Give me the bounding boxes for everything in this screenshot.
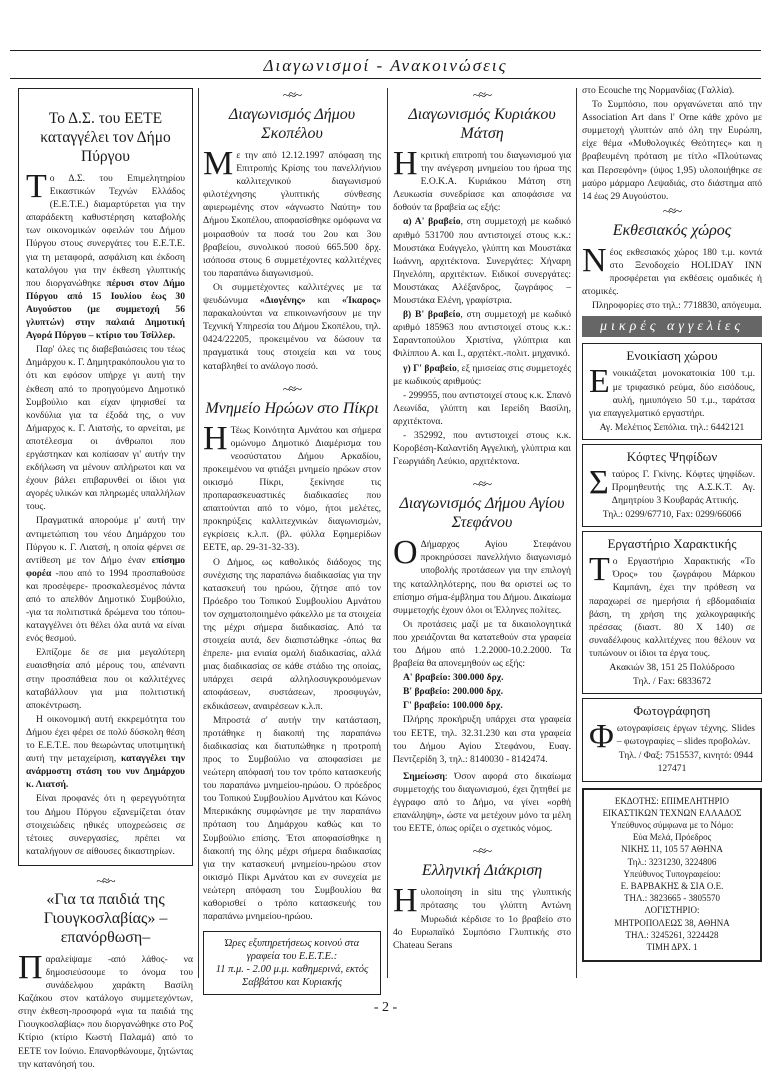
imprint-line: ΝΙΚΗΣ 11, 105 57 ΑΘΗΝΑ: [621, 844, 723, 855]
imprint-line: Υπεύθυνος σύμφωνα με το Νόμο:: [610, 819, 734, 830]
office-hours-box: [203, 931, 381, 995]
article-text: Πλήρης προκήρυξη υπάρχει στα γραφεία του ΕΕΤΕ, τηλ. 32.31.230 και στα γραφεία του Δήμου Αγίου Στεφάνου, Ευαγ. Πεντζερίδη 3, τηλ.: 8140030 - 8142474.: [393, 714, 571, 765]
ad-title: Ενοικίαση χώρου: [626, 348, 718, 364]
imprint-line: ΕΚΔΟΤΗΣ: ΕΠΙΜΕΛΗΤΗΡΙΟ: [614, 795, 730, 806]
imprint-line: ΜΗΤΡΟΠΟΛΕΩΣ 38, ΑΘΗΝΑ: [614, 917, 730, 928]
article-text: - 299955, που αντιστοιχεί στους κ.κ. Σπανό Λεωνίδα, γλύπτη και Ιερείδη Βασίλη, αρχιτέκτονα.: [393, 389, 571, 427]
article-text: Οι προτάσεις μαζί με τα δικαιολογητικά που χρειάζονται θα κατατεθούν στα γραφεία του Δήμου από 1.2.2000-10.2.2000. Τα βραβεία θα απονεμηθούν ως εξής:: [393, 618, 571, 670]
ornament-icon: ~≈~: [472, 87, 492, 102]
article-text: , στη συμμετοχή με κωδικό αριθμό 185963 που αντιστοιχεί στους κ.κ.: Σαραντοπούλου Χριστίνα, γλύπτρια και Φιλίππου Α. και Ι., αρχιτέκτ.-πολιτ. μηχανικό.: [393, 309, 571, 360]
drop-cap: Η: [393, 882, 418, 920]
drop-cap: Η: [203, 419, 228, 457]
article-text: και: [305, 295, 343, 307]
ad-title: Κόφτες Ψηφίδων: [626, 448, 718, 464]
article-text: Πληροφορίες στο τηλ.: 7718830, απόγευμα.: [592, 300, 762, 312]
article-text: παρακαλούνται να επικοινωνήσουν με την Τεχνική Υπηρεσία του Δήμου Σκοπέλου, τηλ. 0424/22205, προκειμένου να δώσουν τα πραγματικά τους στοιχεία και να τους καταβληθεί το ανάλογο ποσό.: [203, 308, 381, 372]
article-text: Ελπίζομε δε σε μια μεγαλύτερη ευαισθησία από μέρους του, απέναντι στην προσπάθεια που οι καλλιτέχνες καταβάλλουν για μια πολιτιστική αποκέντρωση.: [26, 647, 185, 711]
article-text: Το Συμπόσιο, που οργανώνεται από την Association Art dans l' Orne κάθε χρόνο με συμμετοχή γλυπτών από όλη την Ευρώπη, είχε θέμα «Μυθολογικές Θεότητες» και η βραβευμένη πρόταση με τίτλο «Πλούτωνας και Περσεφόνη» (ύψος 1,95) υλοποιήθηκε σε μαύρο μάρμαρο Λεψαδιάς, στο διάστημα από 14 έως 29 Αυγούστου.: [582, 99, 762, 202]
article-text: έος εκθεσιακός χώρος 180 τ.μ. κοντά στο Ξενοδοχείο HOLIDAY INN προσφέρεται για εκθέσεις ομαδικές ή ατομικές.: [582, 246, 762, 298]
article-title: Μνημείο Ηρώων στο Πίκρι: [205, 399, 379, 417]
note-label: Σημείωση: [403, 770, 445, 782]
article-text-bold: πέρυσι στον Δήμο Πύργου από 15 Ιουλίου έως 30 Αυγούστου (με συμμετοχή 56 γλυπτών) στην παλαιά Δημοτική Αγορά Πύργου – κτίριο του Τσίλλερ.: [26, 277, 185, 342]
ornament-icon: ~≈~: [662, 202, 682, 218]
article-text: Οι συμμετέχοντες καλλιτέχνες με τα ψευδώνυμα: [203, 281, 381, 307]
office-hours-value: 11 π.μ. - 2.00 μ.μ. καθημερινά, εκτός Σαββάτου και Κυριακής: [215, 964, 369, 989]
article-text: , εξ ημισείας στις συμμετοχές με κωδικούς αριθμούς:: [393, 362, 572, 387]
article-title: Το Δ.Σ. του ΕΕΤΕ καταγγέλει τον Δήμο Πύργου: [40, 110, 171, 165]
imprint-line: Τηλ.: 3231230, 3224806: [627, 856, 717, 867]
article-text: Τέως Κοινότητα Αμνάτου και σήμερα ομώνυμο Δημοτικό Διαμέρισμα του νεοσύστατου Δήμου Αρκαδίου, προκειμένου να φτιάξει μνημείο ηρώων στον οικισμό Πίκρι, ξεκίνησε τις προπαρασκευαστικές διαδικασίες που απαιτούνται από το νόμο, ήτοι μελέτες, προκηρύξεις καλλιτεχνικών διαγωνισμών, εγκρίσεις κ.λ.π. (βλ. φύλλα Εφημερίδων ΕΕΤΕ, αρ. 29-31-32-33).: [203, 424, 381, 554]
imprint-line: ΤΗΛ.: 3245261, 3224428: [625, 929, 719, 940]
imprint-line: ΤΙΜΗ ΔΡΧ. 1: [646, 942, 698, 952]
classifieds-banner: μικρές αγγελίες: [582, 316, 762, 337]
drop-cap: Τ: [26, 168, 47, 205]
imprint-line: Υπεύθυνος Τυπογραφείου:: [623, 868, 721, 879]
column-divider: [576, 88, 577, 978]
prize-line: Γ' βραβείο: 100.000 δρχ.: [403, 700, 503, 712]
ad-contact: Αγ. Μελέτιος Σεπόλια. τηλ.: 6442121: [599, 421, 745, 433]
drop-cap: Μ: [203, 145, 234, 182]
drop-cap: Φ: [589, 718, 614, 756]
drop-cap: Π: [18, 948, 43, 986]
imprint-line: ΕΙΚΑΣΤΙΚΩΝ ΤΕΧΝΩΝ ΕΛΛΑΔΟΣ: [602, 807, 742, 818]
article-text: Παρ' όλες τις διαβεβαιώσεις του τέως Δημάρχου κ. Γ. Δημητρακόπουλου για το ότι και εφόσον υπήρχε γι αυτή την έκθεση από το προηγούμενο Δημοτικό Συμβούλιο και είχαν ψηφισθεί τα κονδύλια για τα έξοδά της, ο νυν Δήμαρχος κ. Γ. Λιατσής, το αρνείται, με αποτέλεσμα οι άνθρωποι που εργάστηκαν και κοπίασαν γι' αυτήν την εκδήλωση να μένουν απλήρωτοι και να έχουν βάλει επιβαρυνθεί οι ίδιοι για αγορές υλικών και πληρωμές υπαλλήλων τους.: [26, 344, 185, 513]
article-text: κριτική επιτροπή του διαγωνισμού για την ανέγερση μνημείου του ήρωα της Ε.Ο.Κ.Α. Κυριάκου Μάτση στη Λευκωσία συνεδρίασε και αποφάσισε να δοθούν τα βραβεία ως εξής:: [393, 150, 571, 214]
ornament-icon: ~≈~: [472, 476, 492, 492]
classified-ad: [582, 343, 762, 439]
article-text-bold: «Ίκαρος»: [342, 295, 381, 307]
article-text: ο Δ.Σ. του Επιμελητηρίου Εικαστικών Τεχνών Ελλάδος (Ε.Ε.Τ.Ε.) διαμαρτύρεται για την απαράδεκτη καθυστέρηση καταβολής των οικονομικών οφειλών του Δήμου Πύργου στους συνεργάτες του Ε.Ε.Τ.Ε. για τη μεταφορά, ασφάλιση και έκδοση καταλόγου για την έκθεση γλυπτικής που διοργανώθηκε: [26, 173, 185, 289]
classified-ad: [582, 531, 762, 694]
article-text-bold: καταγγέλει την ανάρμοστη στάση του νυν Δημάρχου κ. Λιατσή.: [26, 753, 185, 791]
page-number: - 2 -: [373, 1000, 398, 1015]
prize-line: Α' βραβείο: 300.000 δρχ.: [403, 672, 504, 684]
ad-text: ο Εργαστήριο Χαρακτικής «Το Όρος» του ζωγράφου Μάρκου Καμπάνη, έχει την πρόθεση να παραχωρεί σε ημερήσια ή εβδομαδιαία βάση, τη χρήση της χαλκογραφικής πρέσσας (διαστ. 80 Χ 140) σε συναδέλφους καλλιτέχνες που θέλουν να τυπώνουν οι ίδιοι τα έργα τους.: [589, 556, 755, 659]
ornament-icon: ~≈~: [472, 843, 492, 859]
ornament-icon: ~≈~: [282, 87, 302, 102]
drop-cap: Ο: [393, 534, 418, 572]
article-text-bold: α) Α' βραβείο: [403, 216, 461, 228]
ad-address: Ακακιών 38, 151 25 Πολύδροσο: [609, 662, 735, 673]
classified-ad: [582, 698, 762, 781]
article-text: Είναι προφανές ότι η φερεγγυότητα του Δήμου Πύργου εξανεμίζεται όταν στοιχειώδεις ηθικές υποχρεώσεις σε τέτοιες συνεργασίες, πρέπει να καταλήγουν σε αίθουσες δικαστηρίων.: [26, 793, 185, 857]
article-title: Διαγωνισμός Δήμου Σκοπέλου: [228, 106, 356, 142]
article-text: Ο Δήμος, ως καθολικός διάδοχος της συνέχισης της παραπάνω διαδικασίας για την κατασκευή του ηρώου, ζήτησε από τον Πρόεδρο του Τοπικού Συμβουλίου Αμνάτου τον σχηματοποιημένο φάκελλο με τα στοιχεία της μέχρι σήμερα διαδικασίας. Από τα στοιχεία αυτά, δεν διαπιστώθηκε -όπως θα έπρεπε- μια ενιαία ομαλή διαδικασίας, αλλά μιας διαδικασίας σε κάθε στάδιο της οποίας, υπάρχει σειρά αλληλοσυγκρουόμενων αποφάσεων, συστάσεων, προσφυγών, εκδικάσεων, αναιρέσεων κ.λ.π.: [203, 556, 381, 712]
ornament-icon: ~≈~: [96, 872, 115, 888]
article-title: «Για τα παιδιά της Γιουγκοσλαβίας» –επανόρθωση–: [43, 890, 168, 946]
article-text: , στη συμμετοχή με κωδικό αριθμό 531700 που αντιστοιχεί στους κ.κ.: Μουστάκα Ευάγγελο, γλύπτη και Μουστάκα Ιωάννη, αρχιτέκτονα. Συνεργάτες: Χήναρη Πηνελόπη, αρχιτέκτων. Ειδικοί συνεργάτες: Μουστάκας Αλέξανδρος, ζωγράφος – Μουστάκα Ελένη, γραφίστρια.: [393, 216, 571, 307]
column-4: [582, 84, 762, 962]
ad-text: ωτογραφίσεις έργων τέχνης. Slides – φωτογραφίες – slides προβολών.: [616, 723, 755, 748]
article-text: Πραγματικά απορούμε μ' αυτή την αντιμετώπιση του νέου Δημάρχου του Πύργου κ. Γ. Λιατσή, η οποία φέρνει σε αντίθεση με τον Δήμο έναν: [26, 515, 185, 566]
article-title: Εκθεσιακός χώρος: [612, 221, 732, 239]
article-text-bold: γ) Γ' βραβείο: [403, 362, 457, 374]
imprint-line: ΛΟΓΙΣΤΗΡΙΟ:: [644, 905, 700, 916]
ad-text: νοικιάζεται μονοκατοικία 100 τ.μ. με τριφασικό ρεύμα, δύο εισόδους, αυλή, ημιυπόγειο 50 τ.μ., ταράτσα για επαγγελματικό εργαστήρι.: [589, 368, 755, 419]
article-text-bold: επίσημο φορέα: [26, 554, 185, 579]
ad-text: ταύρος Γ. Γκίνης. Κόφτες ψηφίδων. Προμηθευτής της Α.Σ.Κ.Τ. Αγ. Δημητρίου 3 Κουβαράς Αττικής.: [611, 468, 755, 507]
ad-contact: Τηλ.: 0299/67710, Fax: 0299/66066: [602, 509, 742, 521]
article-text: στο Ecouche της Νορμανδίας (Γαλλία).: [582, 85, 735, 96]
article-text: Δήμαρχος Αγίου Στεφάνου προκηρύσσει πανελλήνιο διαγωνισμό υποβολής προτάσεων για την επιλογή της καταλληλότερης, που θα οριστεί ως το επίσημο σήμα-έμβλημα του Δήμου. Δικαίωμα συμμετοχής έχουν όλοι οι Έλληνες πολίτες.: [393, 539, 571, 616]
article-text: ε την από 12.12.1997 απόφαση της Επιτροπής Κρίσης του πανελλήνιου καλλιτεχνικού διαγωνισμού φιλοτέχνησης γλυπτικής σύνθεσης αφιερωμένης στον «άγνωστο Ναύτη» του Δήμου Σκοπέλου, αποφασίσθηκε ομόφωνα να μοιρασθούν τα ποσά του 2ου και 3ου βραβείου, συνολικού ποσού 665.500 δρχ. ισόποσα στους 6 συμμετέχοντες καλλιτέχνες του παραπάνω διαγωνισμού.: [203, 150, 381, 279]
article-title: Ελληνική Διάκριση: [421, 862, 543, 880]
ornament-icon: ~≈~: [282, 380, 302, 396]
article-text: αραλείψαμε -από λάθος- να δημοσιεύσουμε το όνομα του συνάδελφου χαράκτη Βασίλη Καζάκου στον κατάλογο συμμετεχόντων, στην έκθεση-προσφορά «για τα παιδιά της Γιουγκοσλαβίας» που διοργανώθηκε στο Ροζ Κτίριο (κτίριο Κωστή Παλαμά) από το ΕΕΤΕ τον Ιούνιο. Επανορθώνουμε, ζητώντας την κατανόησή του.: [18, 953, 193, 1070]
drop-cap: Τ: [589, 551, 610, 589]
page-header-title: Διαγωνισμοί - Ανακοινώσεις: [263, 56, 508, 75]
column-2: [203, 88, 381, 995]
ad-title: Εργαστήριο Χαρακτικής: [607, 536, 737, 552]
publisher-imprint: [582, 788, 762, 963]
drop-cap: Ε: [589, 363, 610, 401]
imprint-line: ΤΗΛ.: 3823665 - 3805570: [623, 893, 721, 904]
ad-title: Φωτογράφηση: [633, 703, 711, 719]
drop-cap: Η: [393, 145, 418, 182]
article-text-bold: «Διογένης»: [259, 295, 306, 307]
article-text: : Όσον αφορά στο δικαίωμα συμμετοχής του διαγωνισμού, έχει ζητηθεί με έγγραφο από το Δήμο, να γίνει «ορθή επανάληψη», ώστε να μετέχουν μόνο τα μέλη του ΕΕΤΕ, όπως ορίζει ο σχετικός νόμος.: [393, 770, 571, 835]
imprint-line: Εύα Μελά, Πρόεδρος: [632, 832, 712, 843]
article-title: Διαγωνισμός Κυριάκου Μάτση: [408, 106, 556, 142]
article-text: - 352992, που αντιστοιχεί στους κ.κ. Κοροβέση-Καλαντίδη Αγγελική, γλύπτρια και Γεωργιάδη Λεύκιο, αρχιτέκτονα.: [393, 429, 571, 468]
article-text: Η οικονομική αυτή εκκρεμότητα του Δήμου έχει φέρει σε πολύ δύσκολη θέση το Ε.Ε.Τ.Ε. που θεωρώντας υποτιμητική αυτή την μεταχείριση,: [26, 713, 185, 765]
column-divider: [198, 88, 199, 978]
column-3: [393, 88, 571, 953]
prize-line: Β' βραβείο: 200.000 δρχ.: [403, 686, 504, 698]
header-rule-top: [10, 50, 761, 51]
classified-ad: [582, 444, 762, 527]
office-hours-label: Ώρες εξυπηρετήσεως κοινού στα γραφεία του Ε.Ε.Τ.Ε.:: [224, 938, 360, 963]
header-rule-bottom: [10, 78, 761, 79]
drop-cap: Ν: [582, 241, 607, 279]
article-text-bold: β) Β' βραβείο: [403, 309, 461, 321]
column-1: [18, 88, 193, 1072]
article-text: υλοποίηση in situ της γλυπτικής πρότασης του γλύπτη Αντώνη Μυρωδιά κέρδισε το 1ο βραβείο στο 4ο Ευρωπαϊκό Συμπόσιο Γλυπτικής στο Chateau Serans: [393, 887, 571, 951]
ad-contact: Τηλ. / Φαξ: 7515537, κινητό: 0944 127471: [618, 750, 754, 775]
article-text: -που από το 1994 προσπαθούσε και προσέφερε- προσκαλεσμένος πάντα από το απελθόν Δημοτικό Συμβούλιο, -για τα πολιτιστικά δρώμενα του τόπου- καταγγέλνει ότι θέλει όλα αυτά να είναι ενός θεσμού.: [26, 567, 185, 645]
ad-contact: Τηλ. / Fax: 6833672: [632, 676, 712, 688]
column-divider: [387, 88, 388, 978]
drop-cap: Σ: [589, 463, 609, 501]
imprint-line: Ε. ΒΑΡΒΑΚΗΣ & ΣΙΑ Ο.Ε.: [620, 880, 724, 891]
article-text: Μπροστά σ' αυτήν την κατάσταση, προτάθηκε η διακοπή της παραπάνω διαδικασίας και διατυπώθηκε η προτροπή προς το Συμβούλιο να αποφασίσει με νεώτερη απόφασή του τον τρόπο κατασκευής του παραπάνω μνημείου-ηρώου. Ο πρόεδρος του Τοπικού Συμβουλίου Αμνάτου και Κώνος Μπερικάκης συμφώνησε με την παραπάνω πρόταση του Δημάρχου καθώς και το Συμβούλιο επίσης. Έτσι αποφασίσθηκε η διακοπή της όλης μέχρι σήμερα διαδικασίας για την κατασκευή μνημείου-ηρώου στον οικισμό Πίκρι Αμνάτου και εν συνεχεία με νεώτερη απόφαση του Συμβουλίου θα καθορισθεί ο τρόπο κατασκευής του παραπάνω μνημείου-ηρώου.: [203, 714, 381, 923]
article-title: Διαγωνισμός Δήμου Αγίου Στεφάνου: [399, 495, 565, 532]
article-eete-pyrgos: [18, 88, 193, 866]
